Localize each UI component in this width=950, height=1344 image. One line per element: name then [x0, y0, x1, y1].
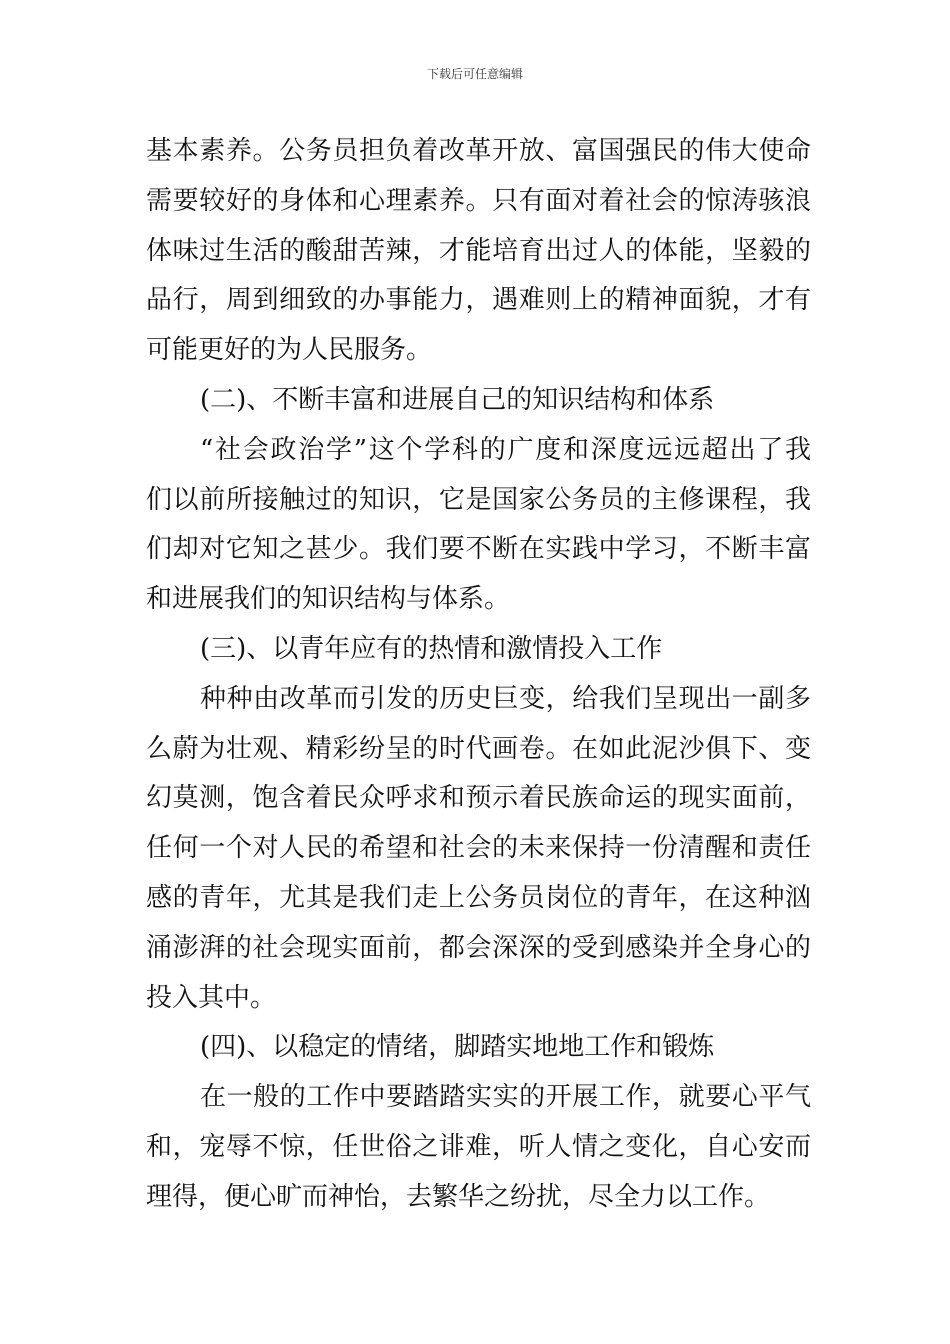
heading-text: (二)、不断丰富和进展自己的知识结构和体系	[200, 384, 715, 415]
text-line: 们却对它知之甚少。我们要不断在实践中学习，不断丰富	[146, 534, 811, 565]
text-line: 感的青年，尤其是我们走上公务员岗位的青年，在这种汹	[146, 882, 811, 913]
text-line: 种种由改革而引发的历史巨变，给我们呈现出一副多	[200, 683, 811, 714]
text-line: 和进展我们的知识结构与体系。	[146, 584, 511, 615]
text-line: 么蔚为壮观、精彩纷呈的时代画卷。在如此泥沙俱下、变	[146, 733, 811, 764]
heading-text: (三)、以青年应有的热情和激情投入工作	[200, 633, 663, 664]
section-heading	[146, 625, 811, 675]
text-line: 在一般的工作中要踏踏实实的开展工作，就要心平气	[200, 1082, 811, 1113]
text-line: 幻莫测，饱含着民众呼求和预示着民族命运的现实面前，	[146, 783, 811, 814]
text-line: 体味过生活的酸甜苦辣，才能培育出过人的体能，坚毅的	[146, 235, 811, 266]
heading-text: (四)、以稳定的情绪，脚踏实地地工作和锻炼	[200, 1032, 715, 1063]
text-line: 们以前所接触过的知识，它是国家公务员的主修课程，我	[146, 484, 811, 515]
text-line: 可能更好的为人民服务。	[146, 335, 433, 366]
text-line: 理得，便心旷而神怡，去繁华之纷扰，尽全力以工作。	[146, 1181, 771, 1212]
page-header: 下载后可任意编辑	[426, 67, 523, 81]
section-heading	[146, 1023, 811, 1073]
text-line: 和，宠辱不惊，任世俗之诽难，听人情之变化，自心安而	[146, 1131, 811, 1162]
section-heading	[146, 376, 811, 426]
text-line: 涌澎湃的社会现实面前，都会深深的受到感染并全身心的	[146, 932, 811, 963]
body-paragraph	[146, 127, 811, 376]
body-paragraph	[146, 426, 811, 625]
text-line: “社会政治学”这个学科的广度和深度远远超出了我	[200, 434, 811, 465]
text-line: 品行，周到细致的办事能力，遇难则上的精神面貌，才有	[146, 285, 811, 316]
text-line: 基本素养。公务员担负着改革开放、富国强民的伟大使命	[146, 136, 811, 166]
text-line: 投入其中。	[146, 982, 277, 1013]
body-paragraph	[146, 675, 811, 1024]
body-paragraph	[146, 1073, 811, 1222]
document-body	[146, 127, 811, 1223]
text-line: 任何一个对人民的希望和社会的未来保持一份清醒和责任	[146, 833, 811, 864]
text-line: 需要较好的身体和心理素养。只有面对着社会的惊涛骇浪	[146, 185, 811, 216]
